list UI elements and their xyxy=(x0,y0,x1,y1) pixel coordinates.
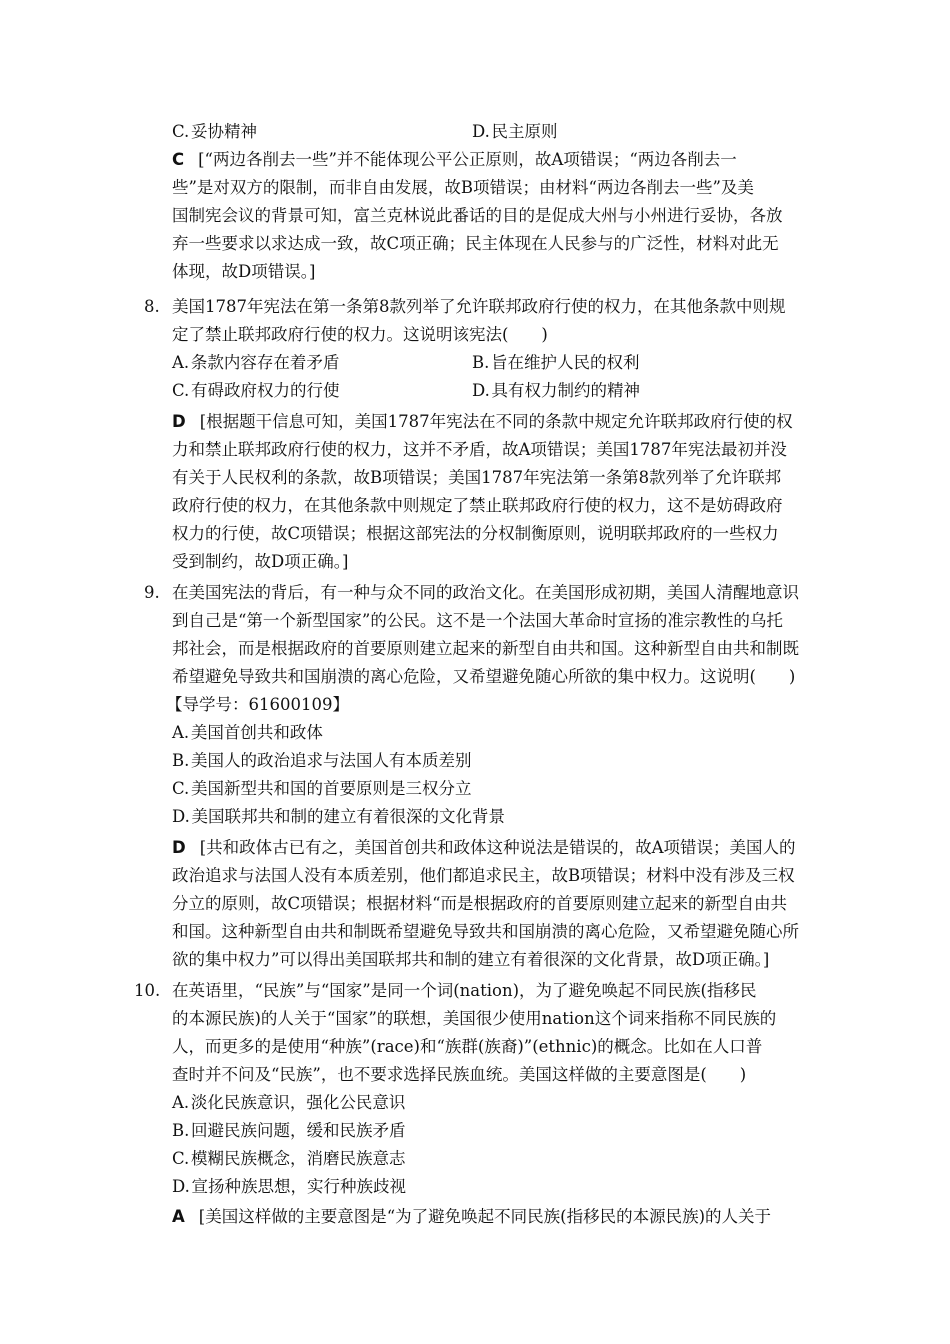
option-d: D. 具有权力制约的精神 xyxy=(472,381,641,400)
option-c: C. 有碍政府权力的行使 xyxy=(172,381,340,400)
answer-explanation-line: C [“两边各削去一些”并不能体现公平公正原则，故A项错误；“两边各削去一 xyxy=(172,150,737,169)
question-number: 8. xyxy=(144,297,160,316)
answer-explanation-line: 受到制约，故D项正确。] xyxy=(172,552,349,571)
answer-explanation-line: 力和禁止联邦政府行使的权力，这并不矛盾，故A项错误；美国1787年宪法最初并没 xyxy=(172,440,787,459)
answer-letter: D xyxy=(172,838,186,857)
answer-letter: C xyxy=(172,150,185,169)
option-b: B. 旨在维护人民的权利 xyxy=(472,353,640,372)
question-stem-line: 在美国宪法的背后，有一种与众不同的政治文化。在美国形成初期，美国人清醒地意识 xyxy=(172,583,799,602)
answer-letter: D xyxy=(172,412,186,431)
option-b: B. 美国人的政治追求与法国人有本质差别 xyxy=(172,751,472,770)
answer-explanation-line: 和国。这种新型自由共和制既希望避免导致共和国崩溃的离心危险，又希望避免随心所 xyxy=(172,922,799,941)
option-d: D. 宣扬种族思想，实行种族歧视 xyxy=(172,1177,407,1196)
question-stem-line: 邦社会，而是根据政府的首要原则建立起来的新型自由共和国。这种新型自由共和制既 xyxy=(172,639,799,658)
answer-explanation-line: 国制宪会议的背景可知，富兰克林说此番话的目的是促成大州与小州进行妥协，各放 xyxy=(172,206,783,225)
answer-explanation-line: 欲的集中权力”可以得出美国联邦共和制的建立有着很深的文化背景，故D项正确。] xyxy=(172,950,770,969)
answer-explanation-line: 政府行使的权力，在其他条款中则规定了禁止联邦政府行使的权力，这不是妨碍政府 xyxy=(172,496,783,515)
option-a: A. 条款内容存在着矛盾 xyxy=(172,353,340,372)
question-stem-line: 希望避免导致共和国崩溃的离心危险，又希望避免随心所欲的集中权力。这说明( ) xyxy=(172,667,796,686)
option-d: D. 美国联邦共和制的建立有着很深的文化背景 xyxy=(172,807,506,826)
question-stem-line: 定了禁止联邦政府行使的权力。这说明该宪法( ) xyxy=(172,325,548,344)
option-b: B. 回避民族问题，缓和民族矛盾 xyxy=(172,1121,406,1140)
answer-explanation-line: 有关于人民权利的条款，故B项错误；美国1787年宪法第一条第8款列举了允许联邦 xyxy=(172,468,782,487)
answer-explanation-line: 分立的原则，故C项错误；根据材料“而是根据政府的首要原则建立起来的新型自由共 xyxy=(172,894,788,913)
answer-explanation-line: D [根据题干信息可知，美国1787年宪法在不同的条款中规定允许联邦政府行使的权 xyxy=(172,412,793,431)
question-stem-line: 查时并不问及“民族”，也不要求选择民族血统。美国这样做的主要意图是( ) xyxy=(172,1065,747,1084)
answer-explanation-line: 政治追求与法国人没有本质差别，他们都追求民主，故B项错误；材料中没有涉及三权 xyxy=(172,866,795,885)
question-number: 9. xyxy=(144,583,160,602)
question-stem-line: 的本源民族)的人关于“国家”的联想，美国很少使用nation这个词来指称不同民族的 xyxy=(172,1009,777,1028)
answer-explanation-line: A [美国这样做的主要意图是“为了避免唤起不同民族(指移民的本源民族)的人关于 xyxy=(172,1207,772,1226)
answer-explanation-line: 弃一些要求以求达成一致，故C项正确；民主体现在人民参与的广泛性，材料对此无 xyxy=(172,234,779,253)
question-stem-line: 在英语里，“民族”与“国家”是同一个词(nation)，为了避免唤起不同民族(指移民 xyxy=(172,981,757,1000)
option-c: C. 美国新型共和国的首要原则是三权分立 xyxy=(172,779,472,798)
question-number: 10. xyxy=(134,981,161,1000)
question-stem-line: 人，而更多的是使用“种族”(race)和“族群(族裔)”(ethnic)的概念。比如在人口普 xyxy=(172,1037,763,1056)
option-c: C. 模糊民族概念，消磨民族意志 xyxy=(172,1149,406,1168)
answer-explanation-line: 些”是对双方的限制，而非自由发展，故B项错误；由材料“两边各削去一些”及美 xyxy=(172,178,754,197)
option-d: D. 民主原则 xyxy=(472,122,558,141)
question-stem-line: 到自己是“第一个新型国家”的公民。这不是一个法国大革命时宣扬的准宗教性的乌托 xyxy=(172,611,783,630)
answer-letter: A xyxy=(172,1207,185,1226)
option-a: A. 淡化民族意识，强化公民意识 xyxy=(172,1093,406,1112)
answer-explanation-line: 权力的行使，故C项错误；根据这部宪法的分权制衡原则，说明联邦政府的一些权力 xyxy=(172,524,779,543)
option-a: A. 美国首创共和政体 xyxy=(172,723,323,742)
answer-explanation-line: 体现，故D项错误。] xyxy=(172,262,316,281)
guide-number: 【导学号：61600109】 xyxy=(166,695,349,714)
answer-explanation-line: D [共和政体古已有之，美国首创共和政体这种说法是错误的，故A项错误；美国人的 xyxy=(172,838,796,857)
option-c: C. 妥协精神 xyxy=(172,122,257,141)
question-stem-line: 美国1787年宪法在第一条第8款列举了允许联邦政府行使的权力，在其他条款中则规 xyxy=(172,297,786,316)
